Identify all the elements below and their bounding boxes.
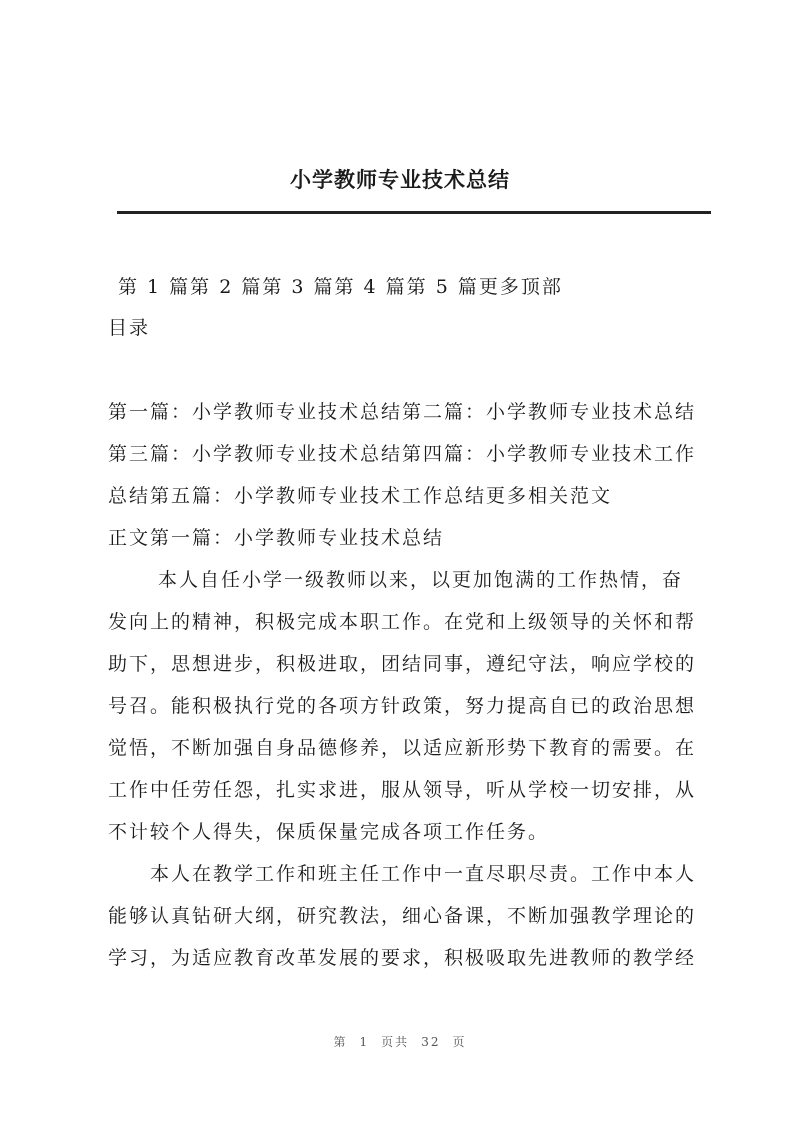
footer-middle: 页共 [381, 1035, 410, 1049]
body-paragraph-line: 能够认真钻研大纲，研究教法，细心备课，不断加强教学理论的 [108, 905, 697, 927]
footer-page-number: 1 [359, 1035, 370, 1049]
document-title: 小学教师专业技术总结 [290, 168, 510, 192]
section-nav-links[interactable]: 第 1 篇第 2 篇第 3 篇第 4 篇第 5 篇更多顶部 [118, 276, 563, 298]
toc-line[interactable]: 第三篇：小学教师专业技术总结第四篇：小学教师专业技术工作 [108, 443, 697, 465]
body-paragraph-line: 学习，为适应教育改革发展的要求，积极吸取先进教师的教学经 [108, 947, 697, 969]
body-paragraph-line: 觉悟，不断加强自身品德修养，以适应新形势下教育的需要。在 [108, 737, 697, 759]
toc-heading: 目录 [108, 317, 151, 339]
body-paragraph-line: 工作中任劳任怨，扎实求进，服从领导，听从学校一切安排，从 [108, 779, 697, 801]
body-heading: 正文第一篇：小学教师专业技术总结 [108, 527, 445, 549]
body-paragraph-line: 不计较个人得失，保质保量完成各项工作任务。 [108, 821, 550, 843]
footer-total-pages: 32 [421, 1035, 441, 1049]
footer-suffix: 页 [452, 1035, 467, 1049]
title-underline [117, 211, 711, 214]
body-paragraph-line: 发向上的精神，积极完成本职工作。在党和上级领导的关怀和帮 [108, 611, 697, 633]
body-paragraph-line: 助下，思想进步，积极进取，团结同事，遵纪守法，响应学校的 [108, 653, 697, 675]
footer-prefix: 第 [333, 1035, 348, 1049]
toc-line[interactable]: 总结第五篇：小学教师专业技术工作总结更多相关范文 [108, 485, 613, 507]
body-paragraph-line: 本人自任小学一级教师以来，以更加饱满的工作热情，奋 [158, 569, 684, 591]
body-paragraph-line: 号召。能积极执行党的各项方针政策，努力提高自已的政治思想 [108, 695, 697, 717]
body-paragraph-line: 本人在教学工作和班主任工作中一直尽职尽责。工作中本人 [150, 863, 697, 885]
toc-line[interactable]: 第一篇：小学教师专业技术总结第二篇：小学教师专业技术总结 [108, 401, 697, 423]
page-footer [0, 1033, 800, 1050]
